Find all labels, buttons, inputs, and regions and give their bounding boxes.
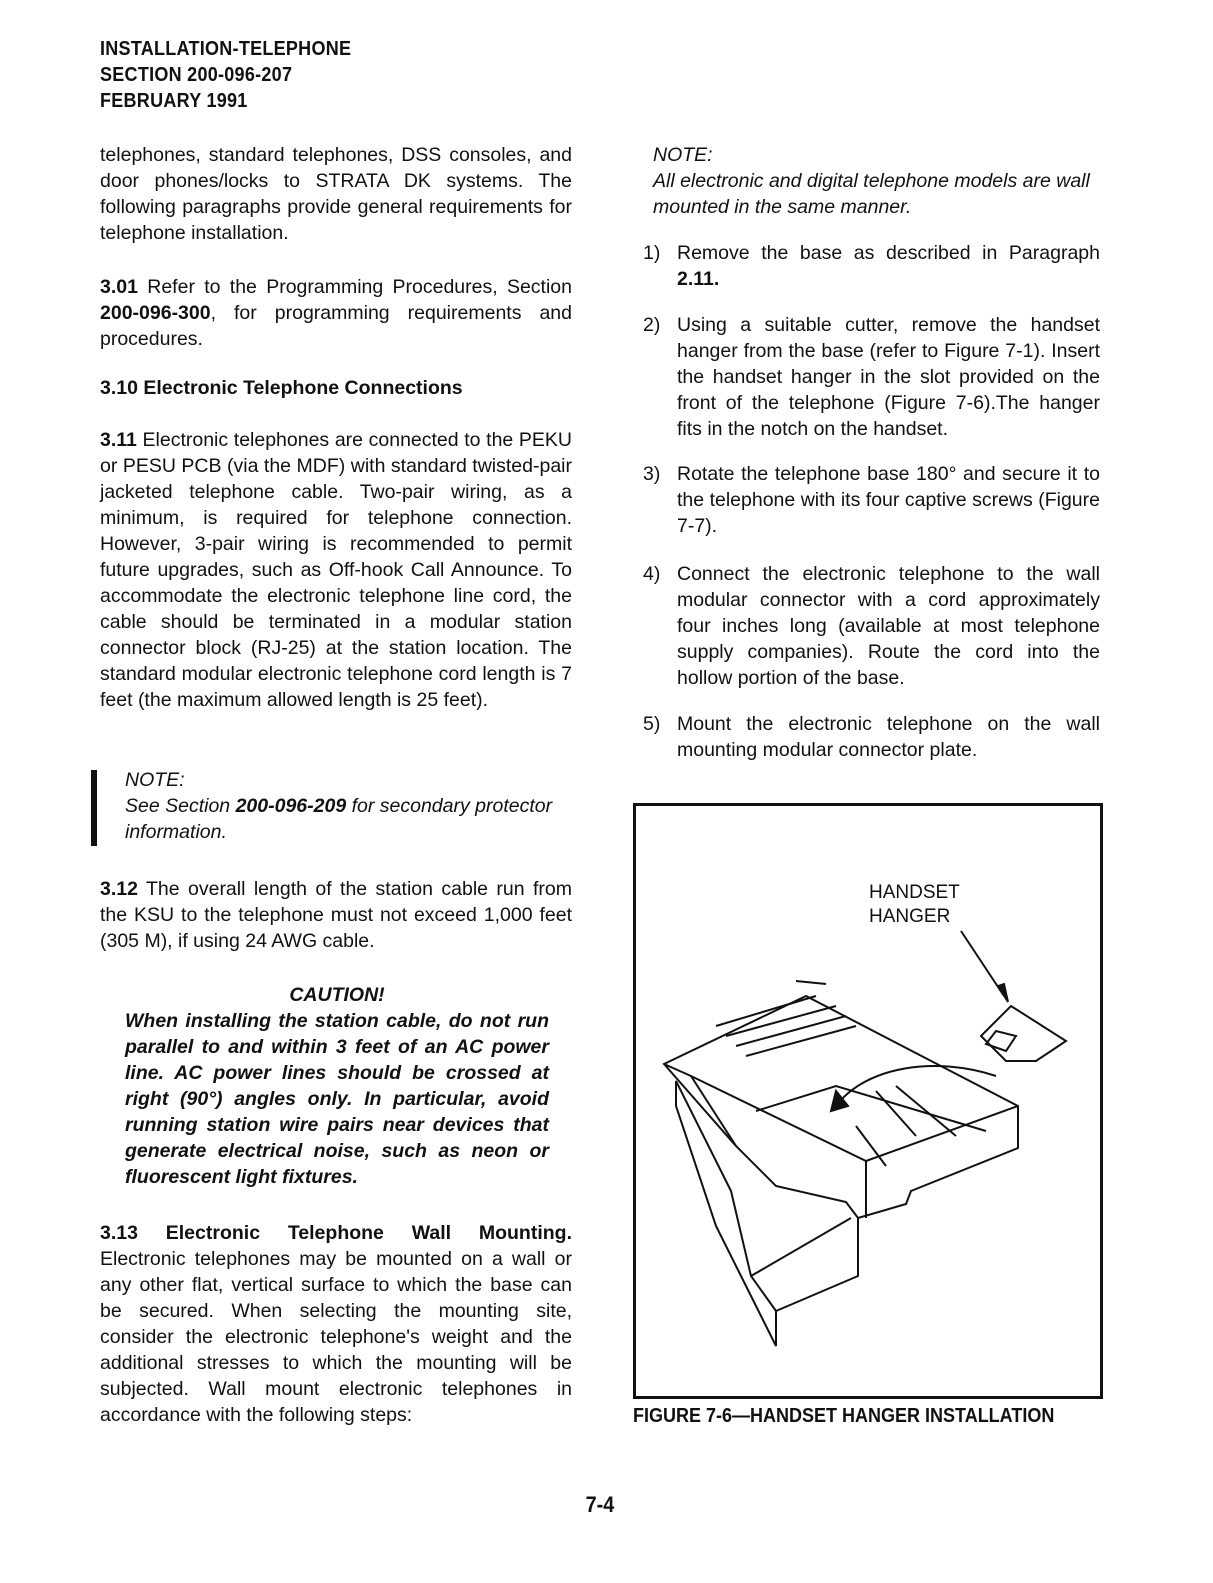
step-number: 3): [643, 463, 661, 485]
intro-paragraph: telephones, standard telephones, DSS consoles, and door phones/locks to STRATA DK systems. The following paragraphs provide general requirements for telephone installation.: [100, 144, 572, 244]
note-text: See Section: [125, 795, 236, 817]
note-label: NOTE:: [653, 144, 713, 166]
note-wall-mount: [653, 142, 1093, 220]
section-reference: 200-096-300: [100, 302, 211, 324]
figure-handset-hanger: [633, 803, 1103, 1399]
paragraph-text: Refer to the Programming Procedures, Section: [137, 276, 572, 298]
step-text: Using a suitable cutter, remove the handset hanger from the base (refer to Figure 7-1). Insert the handset hanger in the slot provided on the front of the telephone (Figure 7-6).The hanger fits in the notch on the handset.: [677, 314, 1100, 440]
change-bar: [91, 770, 97, 846]
step-5: [643, 711, 1100, 763]
callout-line-2: HANGER: [869, 906, 951, 927]
paragraph-heading: 3.13 Electronic Telephone Wall Mounting.: [100, 1222, 572, 1244]
paragraph-text: Electronic telephones may be mounted on a wall or any other flat, vertical surface to which the base can be secured. When selecting the mounting site, consider the electronic telephone's weight and the additional stresses to which the mounting will be subjected. Wall mount electronic telephones in accordance with the following steps:: [100, 1248, 572, 1426]
step-number: 5): [643, 713, 661, 735]
step-2: [643, 312, 1100, 442]
note-text: for secondary protector information.: [125, 795, 553, 843]
step-4: [643, 561, 1100, 691]
heading-3-10: 3.10 Electronic Telephone Connections: [100, 377, 463, 399]
document-header: [100, 36, 351, 114]
step-text: Connect the electronic telephone to the wall modular connector with a cord approximately four inches long (available at most telephone supply companies). Route the cord into the hollow portion of the base.: [677, 563, 1100, 689]
header-section: SECTION 200-096-207: [100, 64, 293, 86]
step-3: [643, 461, 1100, 539]
telephone-base-illustration: [636, 806, 1100, 1396]
paragraph-3-13: [100, 1220, 572, 1428]
paragraph-number: 3.11: [100, 429, 137, 451]
note-secondary-protector: [125, 767, 565, 845]
note-text: All electronic and digital telephone models are wall mounted in the same manner.: [653, 170, 1090, 218]
step-text: Rotate the telephone base 180° and secure it to the telephone with its four captive screws (Figure 7-7).: [677, 463, 1100, 537]
caution-text: When installing the station cable, do not run parallel to and within 3 feet of an AC power line. AC power lines should be crossed at right (90°) angles only. In particular, avoid running station wire pairs near devices that generate electrical noise, such as neon or fluorescent light fixtures.: [125, 1010, 549, 1188]
step-text: Mount the electronic telephone on the wall mounting modular connector plate.: [677, 713, 1100, 761]
step-number: 1): [643, 242, 661, 264]
header-title: INSTALLATION-TELEPHONE: [100, 38, 352, 60]
paragraph-text: , for programming requirements and procedures.: [100, 302, 572, 350]
step-number: 2): [643, 314, 661, 336]
header-date: FEBRUARY 1991: [100, 90, 248, 112]
paragraph-number: 3.12: [100, 878, 138, 900]
caution-title: CAUTION!: [289, 984, 385, 1006]
paragraph-3-01: [100, 274, 572, 352]
paragraph-3-12: [100, 876, 572, 954]
figure-caption: FIGURE 7-6—HANDSET HANGER INSTALLATION: [633, 1405, 1055, 1427]
note-label: NOTE:: [125, 769, 185, 791]
paragraph-text: The overall length of the station cable run from the KSU to the telephone must not exceed 1,000 feet (305 M), if using 24 AWG cable.: [100, 878, 572, 952]
page-number: 7-4: [585, 1492, 615, 1517]
paragraph-reference: 2.11.: [677, 268, 720, 290]
callout-line-1: HANDSET: [869, 882, 960, 903]
paragraph-text: Electronic telephones are connected to the PEKU or PESU PCB (via the MDF) with standard twisted-pair jacketed telephone cable. Two-pair wiring, as a minimum, is required for telephone connection. However, 3-pair wiring is recommended to permit future upgrades, such as Off-hook Call Announce. To accommodate the electronic telephone line cord, the cable should be terminated in a modular station connector block (RJ-25) at the station location. The standard modular electronic telephone cord length is 7 feet (the maximum allowed length is 25 feet).: [100, 429, 572, 711]
section-reference: 200-096-209: [235, 795, 347, 817]
step-1: [643, 240, 1100, 292]
step-number: 4): [643, 563, 661, 585]
paragraph-number: 3.01: [100, 276, 138, 298]
step-text: Remove the base as described in Paragraph: [677, 242, 1100, 264]
paragraph-3-11: [100, 427, 572, 713]
